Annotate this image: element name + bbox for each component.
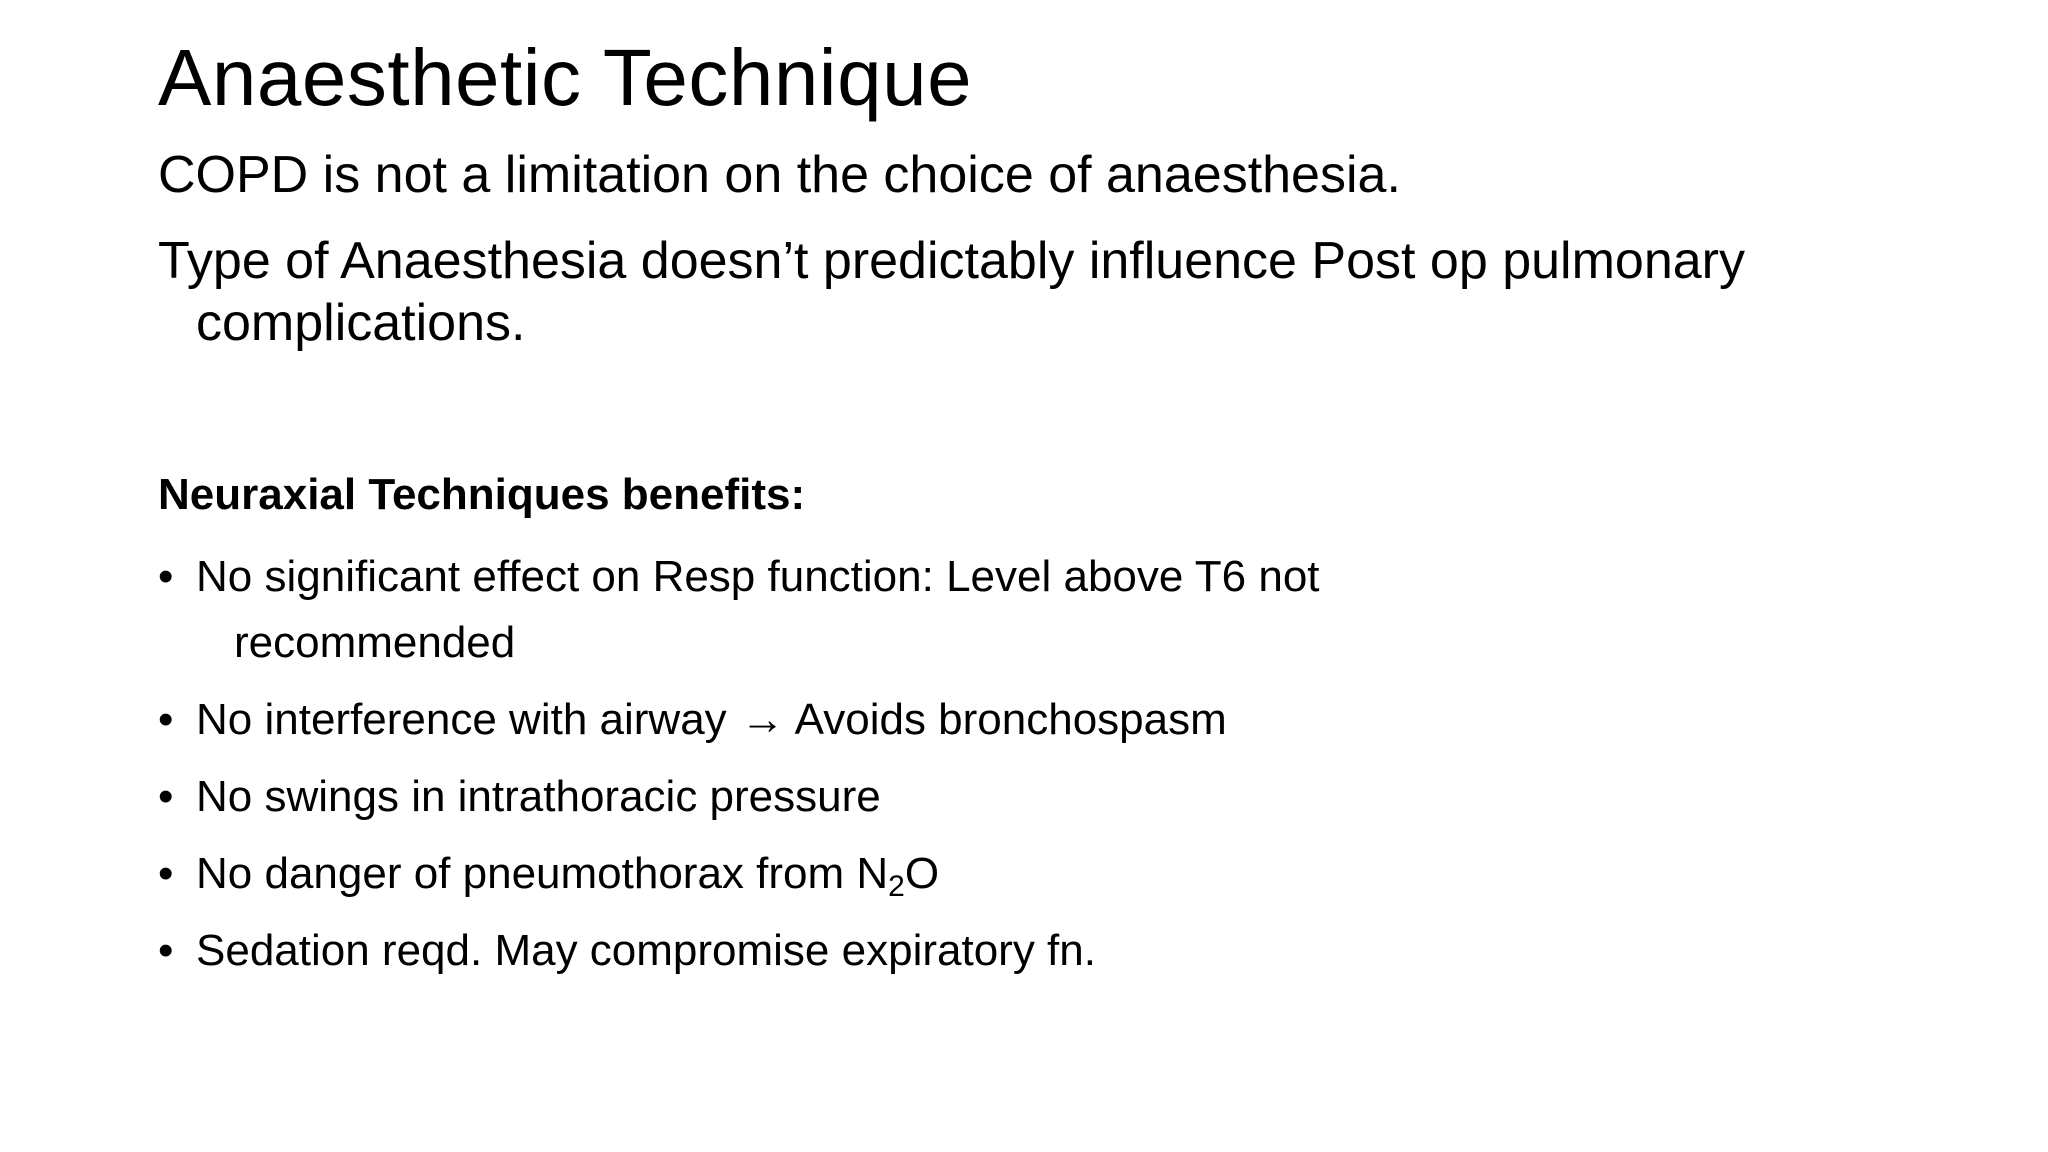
paragraph-line-1: Type of Anaesthesia doesn’t predictably influence Post op pulmonary [158,232,1745,290]
list-item-text-end: O [904,849,940,898]
list-item [158,918,1320,984]
list-item-continuation: recommended [234,618,516,667]
list-item-text: No swings in intrathoracic pressure [196,772,881,821]
bullet-icon: • [158,695,174,744]
list-item-text: Sedation reqd. May compromise expiratory fn. [196,926,1096,975]
list-item-text: No danger of pneumothorax from N [196,849,889,898]
list-item [158,687,1320,753]
bullet-icon: • [158,926,174,975]
slide-title: Anaesthetic Technique [158,33,973,122]
list-item [158,544,1320,676]
paragraph-anaesthesia-type [158,230,1745,354]
bullet-icon: • [158,772,174,821]
arrow-right-icon: → [740,695,785,744]
section-heading: Neuraxial Techniques benefits: [158,470,806,519]
bullet-icon: • [158,552,174,601]
list-item [158,764,1320,830]
bullet-icon: • [158,849,174,898]
list-item [158,841,1320,907]
benefits-list [158,544,1320,995]
list-item-text: No interference with airway [196,695,727,744]
paragraph-copd: COPD is not a limitation on the choice of anaesthesia. [158,146,1401,204]
list-item-text: No significant effect on Resp function: Level above T6 not [196,552,1320,601]
paragraph-line-2: complications. [196,294,526,352]
subscript-text: 2 [888,870,905,903]
list-item-text-after-arrow: Avoids bronchospasm [794,695,1227,744]
